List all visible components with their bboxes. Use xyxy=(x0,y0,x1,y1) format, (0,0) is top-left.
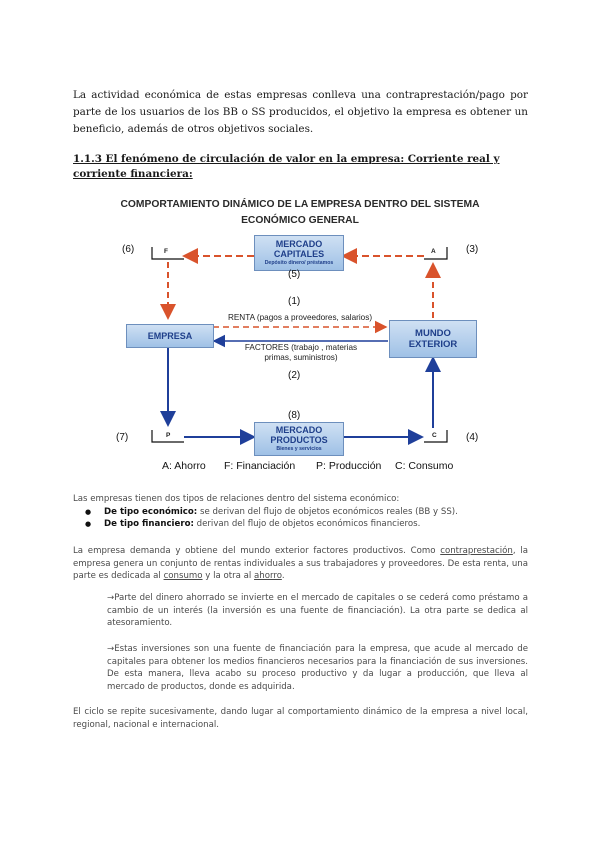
node-f-outline xyxy=(152,247,184,259)
renta-caption: RENTA (pagos a proveedores, salarios) xyxy=(227,313,373,322)
mercado-capitales-line1: MERCADO xyxy=(275,239,323,249)
relations-list xyxy=(81,506,528,531)
label-7: (7) xyxy=(116,432,129,443)
mercado-productos-sub: Bienes y servicios xyxy=(276,446,322,452)
mundo-exterior-line2: EXTERIOR xyxy=(408,339,458,350)
legend-consumo: C: Consumo xyxy=(395,460,454,472)
relations-intro: Las empresas tienen dos tipos de relaciones dentro del sistema económico: xyxy=(73,494,400,504)
indent-paragraph-1: →Parte del dinero ahorrado se invierte en el mercado de capitales o se cederá como préstamo a cambio de un interés (la inversión es una fuente de financiación). La otra parte se dedica al atesoramiento. xyxy=(107,593,528,629)
node-c-label: C xyxy=(432,432,437,439)
label-8: (8) xyxy=(288,410,301,421)
para2-text-a: La empresa demanda y obtiene del mundo exterior factores productivos. Como xyxy=(73,546,441,556)
indent-paragraph-2: →Estas inversiones son una fuente de financiación para la empresa, que acude al mercado de capitales para obtener los medios financieros necesarios para la financiación de sus inversiones. De esta manera, lleva acabo su proceso productivo y da lugar a producción, que lleva al mercado de productos, donde es adquirida. xyxy=(107,644,528,692)
empresa-box xyxy=(126,324,214,348)
label-4: (4) xyxy=(466,432,479,443)
para2-consumo: consumo xyxy=(163,571,203,582)
node-f-label: F xyxy=(164,248,168,255)
closing-paragraph: El ciclo se repite sucesivamente, dando lugar al comportamiento dinámico de la empresa a nivel local, regional, nacional e internacional. xyxy=(73,707,528,730)
mercado-capitales-line2: CAPITALES xyxy=(273,249,325,259)
para2-text-c: y la otra al xyxy=(202,571,255,582)
para2-text-b: , la empresa genera un conjunto de rentas individuales a sus trabajadores y proveedores. De esta renta, una parte es dedicada al xyxy=(73,546,528,582)
para2-contraprestacion: contraprestación xyxy=(440,546,513,556)
relations-block xyxy=(73,493,528,531)
node-a-label: A xyxy=(431,248,436,255)
mundo-exterior-box xyxy=(389,320,477,358)
factores-caption xyxy=(226,343,376,363)
node-p-label: P xyxy=(166,432,171,439)
diagram-title-line1: COMPORTAMIENTO DINÁMICO DE LA EMPRESA DENTRO DEL SISTEMA xyxy=(120,199,480,210)
legend-financiacion: F: Financiación xyxy=(224,460,296,472)
relation-desc: derivan del flujo de objetos económicos financieros. xyxy=(193,519,421,530)
legend-ahorro: A: Ahorro xyxy=(162,460,206,472)
mercado-productos-box xyxy=(254,422,344,456)
section-heading: 1.1.3 El fenómeno de circulación de valor en la empresa: Corriente real y corriente financiera: xyxy=(73,153,500,180)
empresa-label: EMPRESA xyxy=(147,331,193,341)
label-3: (3) xyxy=(466,244,479,255)
legend-produccion: P: Producción xyxy=(316,460,382,472)
factores-caption-line2: primas, suministros) xyxy=(264,353,338,362)
label-5: (5) xyxy=(288,269,301,280)
diagram-title-line2: ECONÓMICO GENERAL xyxy=(241,215,359,226)
para2-text-d: . xyxy=(281,571,285,582)
para2-ahorro: ahorro xyxy=(254,571,282,582)
paragraph-empresa-demanda xyxy=(73,545,528,583)
mercado-capitales-sub: Depósito dinero/ préstamos xyxy=(264,260,334,266)
mercado-productos-line1: MERCADO xyxy=(275,425,323,435)
mundo-exterior-line1: MUNDO xyxy=(415,328,451,339)
relation-term: De tipo financiero: xyxy=(104,519,194,530)
mercado-productos-line2: PRODUCTOS xyxy=(270,435,328,445)
label-1: (1) xyxy=(288,296,301,307)
relation-item xyxy=(81,506,528,519)
factores-caption-line1: FACTORES (trabajo , materias xyxy=(244,343,358,352)
relation-term: De tipo económico: xyxy=(104,506,198,517)
label-2: (2) xyxy=(288,370,301,381)
relation-item xyxy=(81,518,528,531)
intro-paragraph: La actividad económica de estas empresas conlleva una contraprestación/pago por parte de los usuarios de los BB o SS producidos, el objetivo la empresa es obtener un beneficio, además de otros objetivos sociales. xyxy=(73,89,528,135)
label-6: (6) xyxy=(122,244,135,255)
relation-desc: se derivan del flujo de objetos económicos reales (BB y SS). xyxy=(197,506,458,517)
mercado-capitales-box xyxy=(254,235,344,271)
